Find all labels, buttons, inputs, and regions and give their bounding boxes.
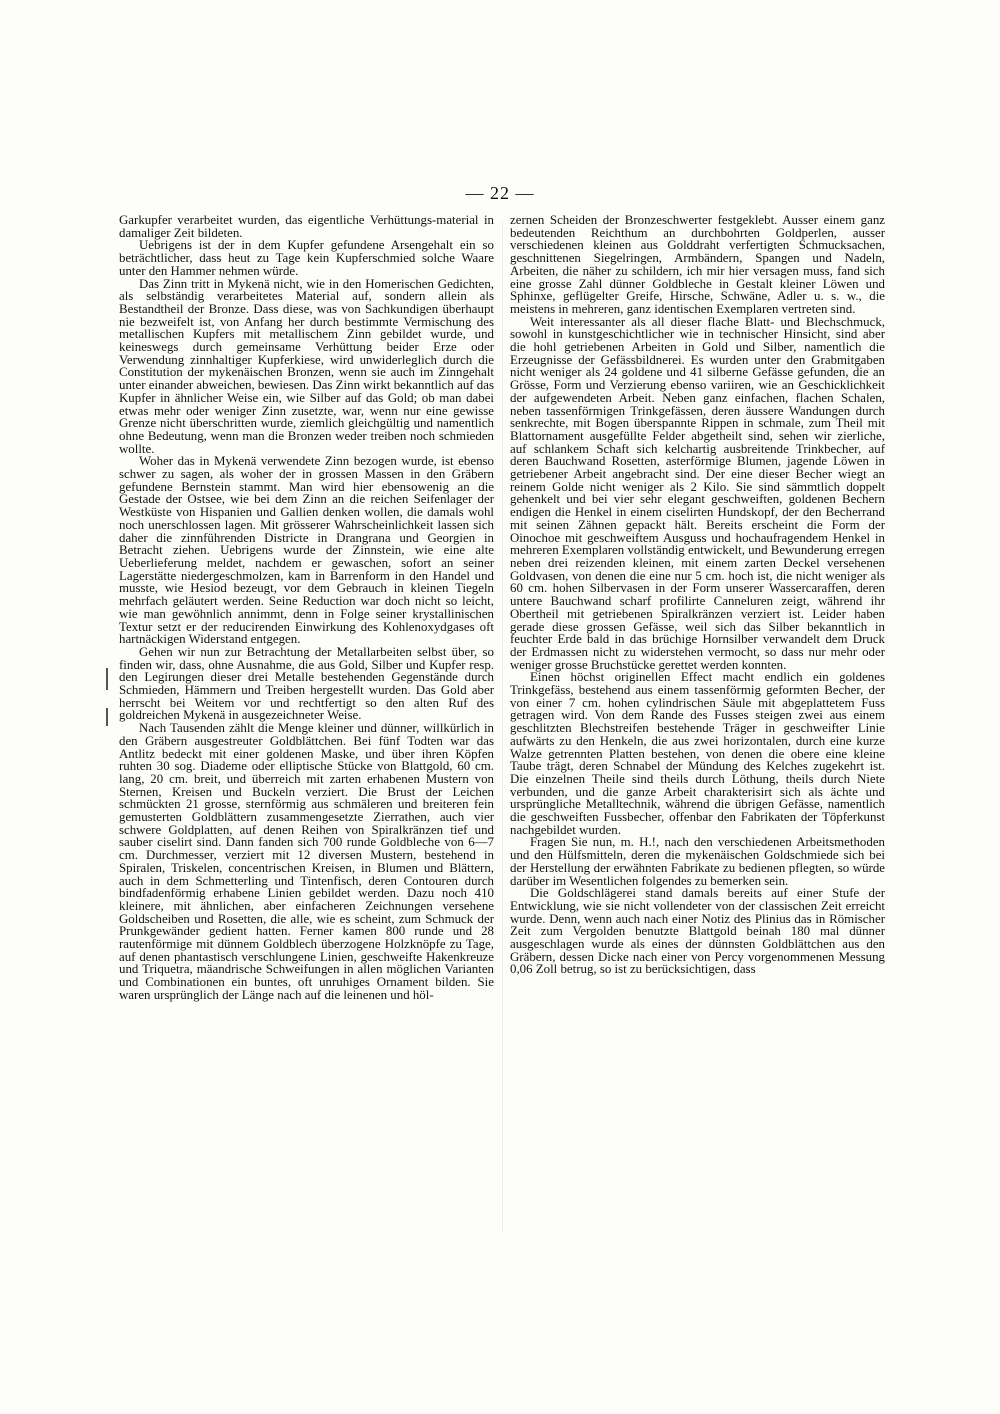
right-column [510, 214, 885, 976]
paragraph: Garkupfer verarbeitet wurden, das eigentliche Verhüttungs-material in damaliger Zeit bildeten. [119, 213, 494, 240]
paragraph: Uebrigens ist der in dem Kupfer gefundene Arsengehalt ein so beträchtlicher, dass heut zu Tage kein Kupferschmied solche Waare unter den Hammer nehmen würde. [119, 238, 494, 278]
paragraph: zernen Scheiden der Bronzeschwerter festgeklebt. Ausser einem ganz bedeutenden Reichthum an durchbohrten Goldperlen, ausser verschiedenen kleinen aus Golddraht verfertigten Schmucksachen, geschnittenen Siegelringen, Armbändern, Spangen und Nadeln, Arbeiten, die näher zu schildern, ich mir hier versagen muss, fand sich eine grosse Zahl dünner Goldbleche in Gestalt kleiner Löwen und Sphinxe, geflügelter Greife, Hirsche, Schwäne, Adler u. s. w., die meistens in mehreren, ganz identischen Exemplaren vertreten sind. [510, 213, 885, 316]
paragraph: Woher das in Mykenä verwendete Zinn bezogen wurde, ist ebenso schwer zu sagen, als woher der in grossen Massen in den Gräbern gefundene Bernstein stammt. Man wird hier ebensowenig an die Gestade der Ostsee, wie bei dem Zinn an die reichen Seifenlager der Westküste von Hispanien und Gallien denken wollen, die damals wohl noch unerschlossen lagen. Mit grösserer Wahrscheinlichkeit lassen sich daher die zinnführenden Districte in Drangrana und Georgien in Betracht ziehen. Uebrigens wurde der Zinnstein, wie eine alte Ueberlieferung meldet, nachdem er gewaschen, sofort an seiner Lagerstätte niedergeschmolzen, kam in Barrenform in den Handel und musste, wie Hesiod bezeugt, vor dem Gebrauch in kleinen Tiegeln mehrfach geläutert werden. Seine Reduction war doch nicht so leicht, wie man gewöhnlich annimmt, denn in Folge seiner krystallinischen Textur setzt er der reducirenden Einwirkung des Kohlenoxydgases oft hartnäckigen Widerstand entgegen. [119, 454, 494, 647]
paragraph: Nach Tausenden zählt die Menge kleiner und dünner, willkürlich in den Gräbern ausgestreuter Goldblättchen. Bei fünf Todten war das Antlitz bedeckt mit einer goldenen Maske, und über ihren Köpfen ruhten 30 sog. Diademe oder elliptische Stücke von Blattgold, 60 cm. lang, 20 cm. breit, und überreich mit zarten erhabenen Mustern von Sternen, Kreisen und Buckeln verziert. Die Brust der Leichen schmückten 21 grosse, sternförmig aus schmäleren und breiteren fein gemusterten Goldblättern zusammengesetzte Zierrathen, auch vier schwere Goldplatten, auf denen Reihen von Spiralkränzen tief und sauber ciselirt sind. Dann fanden sich 700 runde Goldbleche von 6—7 cm. Durchmesser, verziert mit 12 diversen Mustern, bestehend in Spiralen, Triskelen, concentrischen Kreisen, in Blumen und Blättern, auch in dem Schmetterling und Tintenfisch, deren Contouren durch bindfadenförmig erhabene Linien gebildet werden. Dazu noch 410 kleinere, mit ähnlichen, aber einfacheren Zeichnungen versehene Goldscheiben und Rosetten, die alle, wie es scheint, zum Schmuck der Prunkgewänder gedient hatten. Ferner kamen 800 runde und 28 rautenförmige mit dünnem Goldblech überzogene Holzknöpfe zu Tage, auf denen phantastisch verschlungene Linien, geschweifte Hakenkreuze und Triquetra, mäandrische Schweifungen in allen möglichen Varianten und Combinationen ein buntes, oft unruhiges Ornament bilden. Sie waren ursprünglich der Länge nach auf die leinenen und höl- [119, 721, 494, 1002]
left-column [119, 214, 494, 1002]
page-number: — 22 — [465, 183, 535, 203]
column-divider [502, 222, 503, 1232]
paragraph: Einen höchst originellen Effect macht endlich ein goldenes Trinkgefäss, bestehend aus einem tassenförmig geformten Becher, der von einer 7 cm. hohen cylindrischen Säule mit abgeplattetem Fuss getragen wird. Von dem Rande des Fusses steigen zwei aus einem geschlitzten Blechstreifen bestehende Träger in geschweifter Linie aufwärts zu den Henkeln, die aus zwei horizontalen, durch eine kurze Walze getrennten Platten bestehen, von denen die obere eine kleine Taube trägt, deren Schnabel der Mündung des Kelches zugekehrt ist. Die einzelnen Theile sind theils durch Löthung, theils durch Niete verbunden, und die ganze Arbeit charakterisirt sich als ächte und ursprüngliche Metalltechnik, während die übrigen Gefässe, namentlich die geschweiften Fussbecher, offenbar den Fabrikaten der Töpferkunst nachgebildet wurden. [510, 670, 885, 837]
paragraph: Die Goldschlägerei stand damals bereits auf einer Stufe der Entwicklung, wie sie nicht vollendeter von der classischen Zeit erreicht wurde. Denn, wenn auch nach einer Notiz des Plinius das in Römischer Zeit zum Vergolden benutzte Blattgold beinah 180 mal dünner ausgeschlagen wurde als eines der dünnsten Goldblättchen aus den Gräbern, dessen Dicke nach einer von Percy vorgenommenen Messung 0,06 Zoll betrug, so ist zu berücksichtigen, dass [510, 886, 885, 977]
margin-mark [106, 708, 108, 726]
paragraph: Das Zinn tritt in Mykenä nicht, wie in den Homerischen Gedichten, als selbständig verarbeitetes Material auf, sondern allein als Bestandtheil der Bronze. Dass diese, was von Sachkundigen überhaupt nie bezweifelt ist, von Anfang her durch bestimmte Vermischung des metallischen Kupfers mit metallischem Zinn gebildet wurde, und keineswegs durch gemeinsame Verhüttung beider Erze oder Verwendung zinnhaltiger Kupferkiese, wird unwiderleglich durch die Constitution der mykenäischen Bronzen, wenn sie auch im Zinngehalt unter einander abweichen, bewiesen. Das Zinn wirkt bekanntlich auf das Kupfer in ähnlicher Weise ein, wie Silber auf das Gold; ob man dabei etwas mehr oder weniger Zinn zusetzte, war, wenn nur eine gewisse Grenze nicht überschritten wurde, ziemlich gleichgültig und namentlich ohne Bedeutung, wenn man die Bronzen weder treiben noch schmieden wollte. [119, 276, 494, 456]
paragraph: Gehen wir nun zur Betrachtung der Metallarbeiten selbst über, so finden wir, dass, ohne Ausnahme, die aus Gold, Silber und Kupfer resp. den Legirungen dieser drei Metalle bestehenden Gegenstände durch Schmieden, Hämmern und Treiben hergestellt wurden. Das Gold aber herrscht bei Weitem vor und rechtfertigt so den alten Ruf des goldreichen Mykenä in ausgezeichneter Weise. [119, 644, 494, 723]
margin-mark [106, 668, 108, 690]
paragraph: Fragen Sie nun, m. H.!, nach den verschiedenen Arbeitsmethoden und den Hülfsmitteln, deren die mykenäischen Goldschmiede sich bei der Herstellung der erwähnten Fabrikate zu bedienen pflegten, so würde darüber im Wesentlichen folgendes zu bemerken sein. [510, 835, 885, 888]
paragraph: Weit interessanter als all dieser flache Blatt- und Blechschmuck, sowohl in kunstgeschichtlicher wie in technischer Hinsicht, sind aber die hohl getriebenen Arbeiten in Gold und Silber, namentlich die Erzeugnisse der Gefässbildnerei. Es wurden unter den Grabmitgaben nicht weniger als 24 goldene und 41 silberne Gefässe gefunden, die an Grösse, Form und Verzierung ebenso variiren, wie an Geschicklichkeit der aufgewendeten Arbeit. Neben ganz einfachen, flachen Schalen, neben tassenförmigen Trinkgefässen, deren äussere Wandungen durch senkrechte, mit Bogen überspannte Rippen in schmale, zum Theil mit Blattornament ausgefüllte Felder abgetheilt sind, sehen wir zierliche, auf schlankem Schaft sich kelchartig ausbreitende Trinkbecher, auf deren Bauchwand Rosetten, asterförmige Blumen, jagende Löwen in getriebener Arbeit angebracht sind. Der eine dieser Becher wiegt an reinem Golde nicht weniger als 2 Kilo. Sie sind sämmtlich doppelt gehenkelt und bei vier sehr elegant geschweiften, goldenen Bechern endigen die Henkel in einem ciselirten Hundskopf, der den Becherrand mit seinen Zähnen gepackt hält. Bereits erscheint die Form der Oinochoe mit geschweiftem Ausguss und hochaufragendem Henkel in mehreren Exemplaren vollständig entwickelt, und Bewunderung erregen neben drei reizenden kleinen, mit einem zarten Deckel versehenen Goldvasen, von denen die eine nur 5 cm. hoch ist, die nicht weniger als 60 cm. hohen Silbervasen in der Form unserer Wassercaraffen, deren untere Bauchwand scharf profilirte Canneluren zeigt, während ihr Obertheil mit getriebenen Spiralkränzen verziert ist. Leider haben gerade diese grossen Gefässe, weil sich das Silber bekanntlich in feuchter Erde bald in das brüchige Hornsilber verwandelt dem Druck der Erdmassen nicht zu widerstehen vermocht, so dass nur mehr oder weniger grosse Bruchstücke gerettet werden konnten. [510, 314, 885, 672]
